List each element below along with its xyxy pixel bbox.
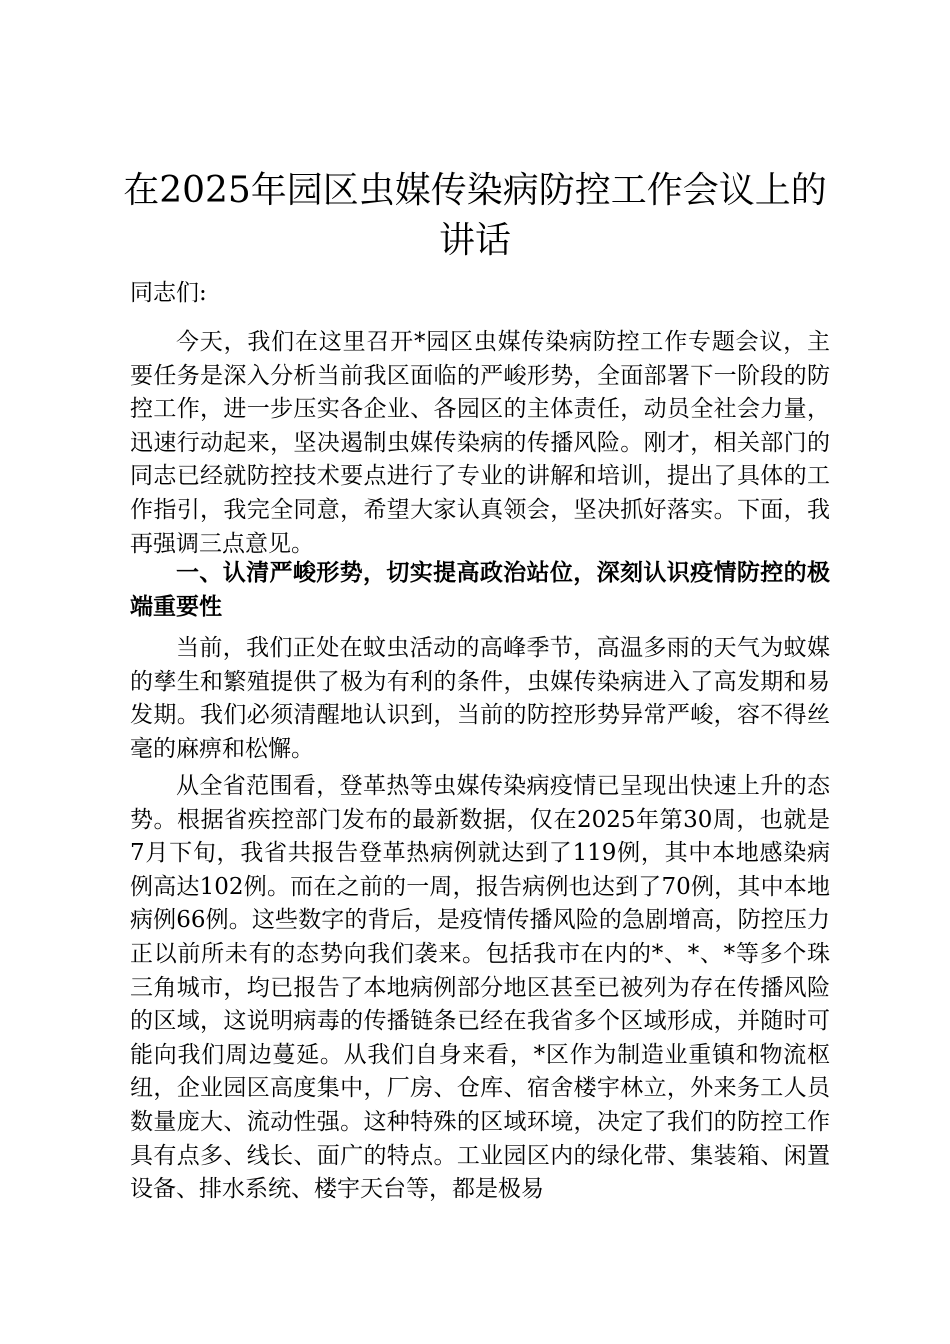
paragraph-province-data: 从全省范围看，登革热等虫媒传染病疫情已呈现出快速上升的态势。根据省疾控部门发布的最新数据，仅在2025年第30周，也就是7月下旬，我省共报告登革热病例就达到了119例，其中本地感染病例高达102例。而在之前的一周，报告病例也达到了70例，其中本地病例66例。这些数字的背后，是疫情传播风险的急剧增高，防控压力正以前所未有的态势向我们袭来。包括我市在内的*、*、*等多个珠三角城市，均已报告了本地病例部分地区甚至已被列为存在传播风险的区域，这说明病毒的传播链条已经在我省多个区域形成，并随时可能向我们周边蔓延。从我们自身来看，*区作为制造业重镇和物流枢纽，企业园区高度集中，厂房、仓库、宿舍楼宇林立，外来务工人员数量庞大、流动性强。这种特殊的区域环境，决定了我们的防控工作具有点多、线长、面广的特点。工业园区内的绿化带、集装箱、闲置设备、排水系统、楼宇天台等，都是极易 (130, 773, 830, 1203)
paragraph-opening: 今天，我们在这里召开*园区虫媒传染病防控工作专题会议，主要任务是深入分析当前我区面临的严峻形势，全面部署下一阶段的防控工作，进一步压实各企业、各园区的主体责任，动员全社会力量，迅速行动起来，坚决遏制虫媒传染病的传播风险。刚才，相关部门的同志已经就防控技术要点进行了专业的讲解和培训，提出了具体的工作指引，我完全同意，希望大家认真领会，坚决抓好落实。下面，我再强调三点意见。 (130, 329, 830, 557)
section-heading-1: 一、认清严峻形势，切实提高政治站位，深刻认识疫情防控的极端重要性 (130, 559, 830, 620)
greeting: 同志们: (130, 280, 207, 306)
paragraph-situation: 当前，我们正处在蚊虫活动的高峰季节，高温多雨的天气为蚊媒的孳生和繁殖提供了极为有利的条件，虫媒传染病进入了高发期和易发期。我们必须清醒地认识到，当前的防控形势异常严峻，容不得丝毫的麻痹和松懈。 (130, 635, 830, 762)
document-title: 在2025年园区虫媒传染病防控工作会议上的讲话 (123, 170, 827, 261)
